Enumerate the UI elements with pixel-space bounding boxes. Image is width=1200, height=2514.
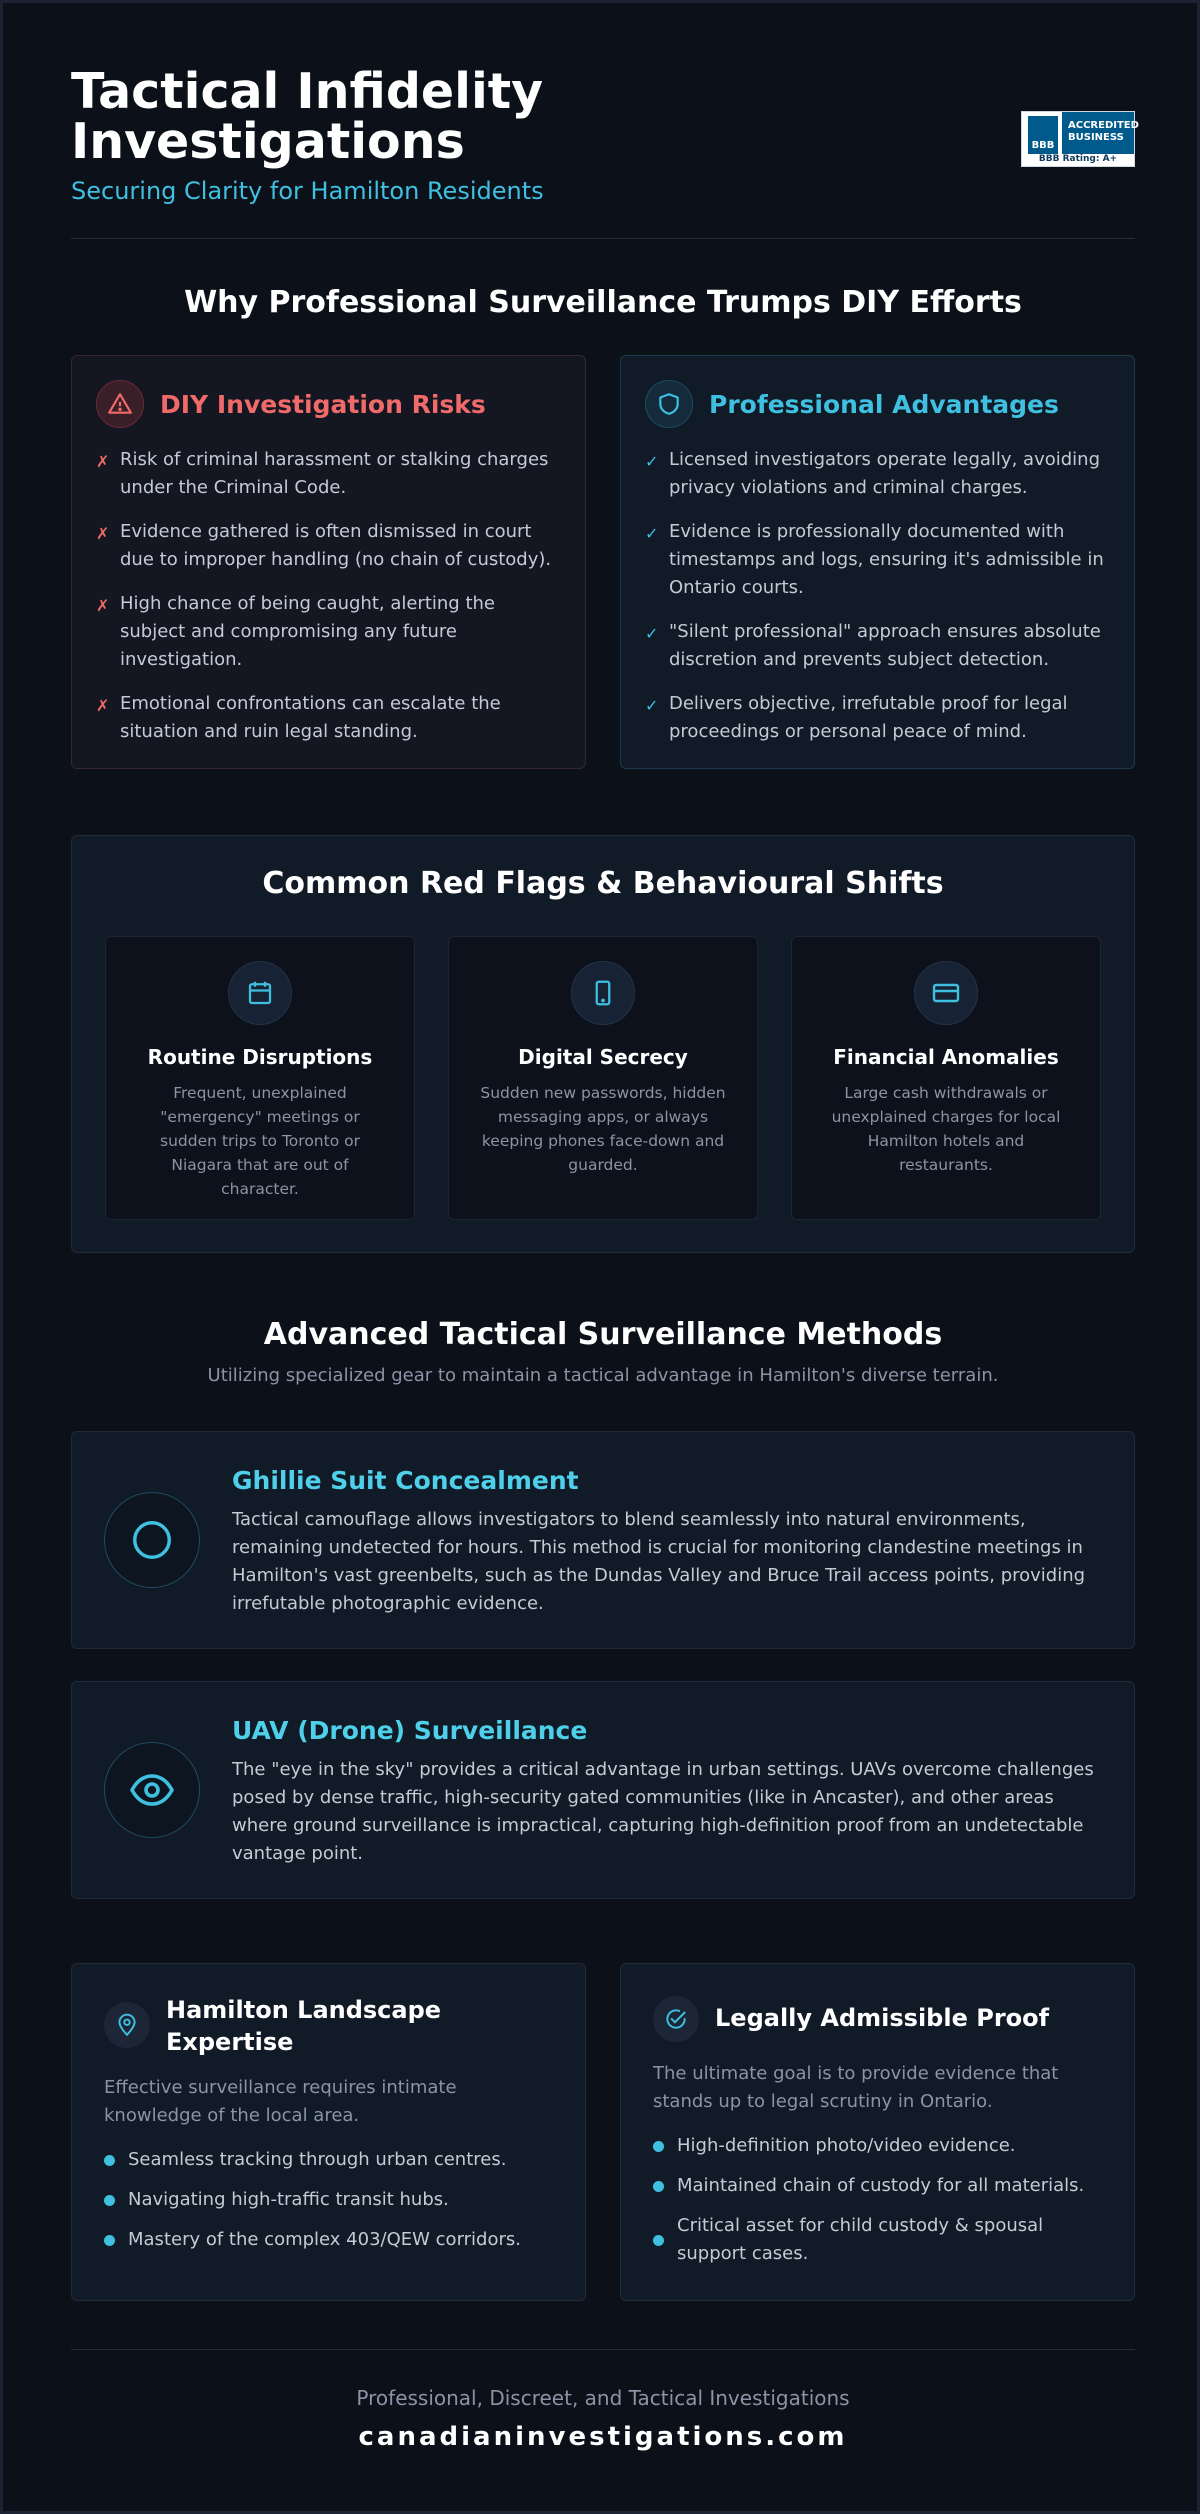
list-item: [104, 2186, 564, 2214]
red-flags-title: Common Red Flags & Behavioural Shifts: [262, 866, 944, 901]
list-item: [653, 2172, 1113, 2200]
list-item: [645, 690, 1110, 746]
diy-risks-list: [96, 446, 561, 762]
list-item-text: Delivers objective, irrefutable proof for legal proceedings or personal peace of mind.: [669, 693, 1068, 742]
red-flag-title: Routine Disruptions: [147, 1045, 373, 1069]
list-item: [104, 2146, 564, 2174]
list-item-text: Risk of criminal harassment or stalking charges under the Criminal Code.: [120, 449, 549, 498]
landscape-title: Hamilton Landscape Expertise: [166, 1996, 442, 2056]
red-flag-title: Financial Anomalies: [833, 1045, 1059, 1069]
list-item-text: Mastery of the complex 403/QEW corridors.: [128, 2229, 521, 2250]
footer-website-link[interactable]: canadianinvestigations.com: [358, 2422, 848, 2452]
method-title: Ghillie Suit Concealment: [232, 1466, 579, 1495]
landscape-lead: Effective surveillance requires intimate knowledge of the local area.: [104, 2077, 457, 2126]
list-item: [96, 690, 561, 746]
circle-icon: [104, 1492, 200, 1588]
red-flag-text: Frequent, unexplained "emergency" meetings or sudden trips to Toronto or Niagara that are out of character.: [160, 1084, 360, 1198]
page-subtitle: Securing Clarity for Hamilton Residents: [71, 177, 544, 205]
bbb-line-1: ACCREDITED: [1068, 120, 1139, 131]
professional-advantages-list: [645, 446, 1110, 762]
list-item-text: Evidence gathered is often dismissed in court due to improper handling (no chain of custody).: [120, 521, 552, 570]
check-circle-icon: [653, 1996, 699, 2042]
landscape-expertise-card: [71, 1963, 586, 2301]
list-item-text: Seamless tracking through urban centres.: [128, 2149, 507, 2170]
red-flag-text: Large cash withdrawals or unexplained charges for local Hamilton hotels and restaurants.: [831, 1084, 1061, 1174]
list-item-text: Evidence is professionally documented with timestamps and logs, ensuring it's admissible in Ontario courts.: [669, 521, 1104, 598]
list-item-text: Maintained chain of custody for all materials.: [677, 2175, 1085, 2196]
method-title: UAV (Drone) Surveillance: [232, 1716, 588, 1745]
legal-proof-lead: The ultimate goal is to provide evidence that stands up to legal scrutiny in Ontario.: [653, 2063, 1059, 2112]
eye-icon: [104, 1742, 200, 1838]
calendar-icon: [228, 961, 292, 1025]
list-item-text: Navigating high-traffic transit hubs.: [128, 2189, 449, 2210]
method-card: [71, 1681, 1135, 1899]
method-text: The "eye in the sky" provides a critical advantage in urban settings. UAVs overcome challenges posed by dense traffic, high-security gated communities (like in Ancaster), and other areas where ground surveillance is impractical, capturing high-definition proof from an undetectable vantage point.: [232, 1759, 1094, 1864]
legal-proof-title: Legally Admissible Proof: [715, 2004, 1050, 2032]
shield-icon: [645, 380, 693, 428]
list-item-text: Emotional confrontations can escalate the situation and ruin legal standing.: [120, 693, 501, 742]
list-item: [96, 518, 561, 574]
map-pin-icon: [104, 2002, 150, 2048]
warning-icon: [96, 380, 144, 428]
red-flag-title: Digital Secrecy: [518, 1045, 688, 1069]
diy-risks-heading: DIY Investigation Risks: [160, 389, 486, 419]
list-item-text: High-definition photo/video evidence.: [677, 2135, 1016, 2156]
cross-icon: ✗: [96, 596, 110, 615]
red-flag-card: [448, 936, 758, 1220]
bbb-accreditation-badge: [1021, 111, 1139, 167]
bullet-dot: [653, 2181, 664, 2192]
phone-icon: [571, 961, 635, 1025]
cross-icon: ✗: [96, 452, 110, 471]
page-title: Tactical Infidelity Investigations: [71, 63, 544, 170]
legal-proof-card: [620, 1963, 1135, 2301]
methods-section-title: Advanced Tactical Surveillance Methods: [263, 1317, 943, 1352]
red-flag-card: [105, 936, 415, 1220]
bullet-dot: [104, 2195, 115, 2206]
cross-icon: ✗: [96, 696, 110, 715]
list-item: [104, 2226, 564, 2254]
methods-section-subtitle: Utilizing specialized gear to maintain a tactical advantage in Hamilton's diverse terrain.: [207, 1365, 999, 1386]
bbb-accredited-label: [1062, 112, 1139, 154]
list-item-text: Critical asset for child custody & spousal support cases.: [677, 2215, 1044, 2264]
method-card: [71, 1431, 1135, 1649]
why-section-title: Why Professional Surveillance Trumps DIY Efforts: [184, 285, 1022, 320]
list-item: [645, 518, 1110, 602]
bullet-dot: [104, 2235, 115, 2246]
red-flag-text: Sudden new passwords, hidden messaging apps, or always keeping phones face-down and guarded.: [480, 1084, 726, 1174]
red-flag-card: [791, 936, 1101, 1220]
checkmark-icon: ✓: [645, 452, 659, 471]
professional-advantages-heading: Professional Advantages: [709, 389, 1059, 419]
bullet-dot: [653, 2235, 664, 2246]
checkmark-icon: ✓: [645, 624, 659, 643]
page-header: [71, 63, 1139, 239]
credit-card-icon: [914, 961, 978, 1025]
method-text: Tactical camouflage allows investigators to blend seamlessly into natural environments, remaining undetected for hours. This method is crucial for monitoring clandestine meetings in Hamilton's vast greenbelts, such as the Dundas Valley and Bruce Trail access points, providing irrefutable photographic evidence.: [232, 1509, 1086, 1614]
page-footer: [71, 2349, 1135, 2452]
cross-icon: ✗: [96, 524, 110, 543]
checkmark-icon: ✓: [645, 524, 659, 543]
diy-risks-card: [71, 355, 586, 769]
professional-advantages-card: [620, 355, 1135, 769]
list-item: [645, 618, 1110, 674]
list-item: [653, 2212, 1113, 2268]
red-flags-section: [71, 835, 1135, 1253]
landscape-list: [104, 2146, 564, 2266]
list-item: [96, 446, 561, 502]
list-item: [645, 446, 1110, 502]
list-item-text: Licensed investigators operate legally, avoiding privacy violations and criminal charges.: [669, 449, 1100, 498]
bullet-dot: [653, 2141, 664, 2152]
footer-tagline: Professional, Discreet, and Tactical Investigations: [356, 2386, 850, 2410]
list-item-text: "Silent professional" approach ensures absolute discretion and prevents subject detection.: [669, 621, 1101, 670]
bbb-rating: BBB Rating: A+: [1038, 154, 1118, 164]
list-item-text: High chance of being caught, alerting the subject and compromising any future investigation.: [120, 593, 495, 670]
bullet-dot: [104, 2155, 115, 2166]
bbb-logo: BBB: [1028, 116, 1058, 154]
list-item: [96, 590, 561, 674]
checkmark-icon: ✓: [645, 696, 659, 715]
list-item: [653, 2132, 1113, 2160]
bbb-line-2: BUSINESS: [1068, 132, 1124, 143]
legal-proof-list: [653, 2132, 1113, 2280]
